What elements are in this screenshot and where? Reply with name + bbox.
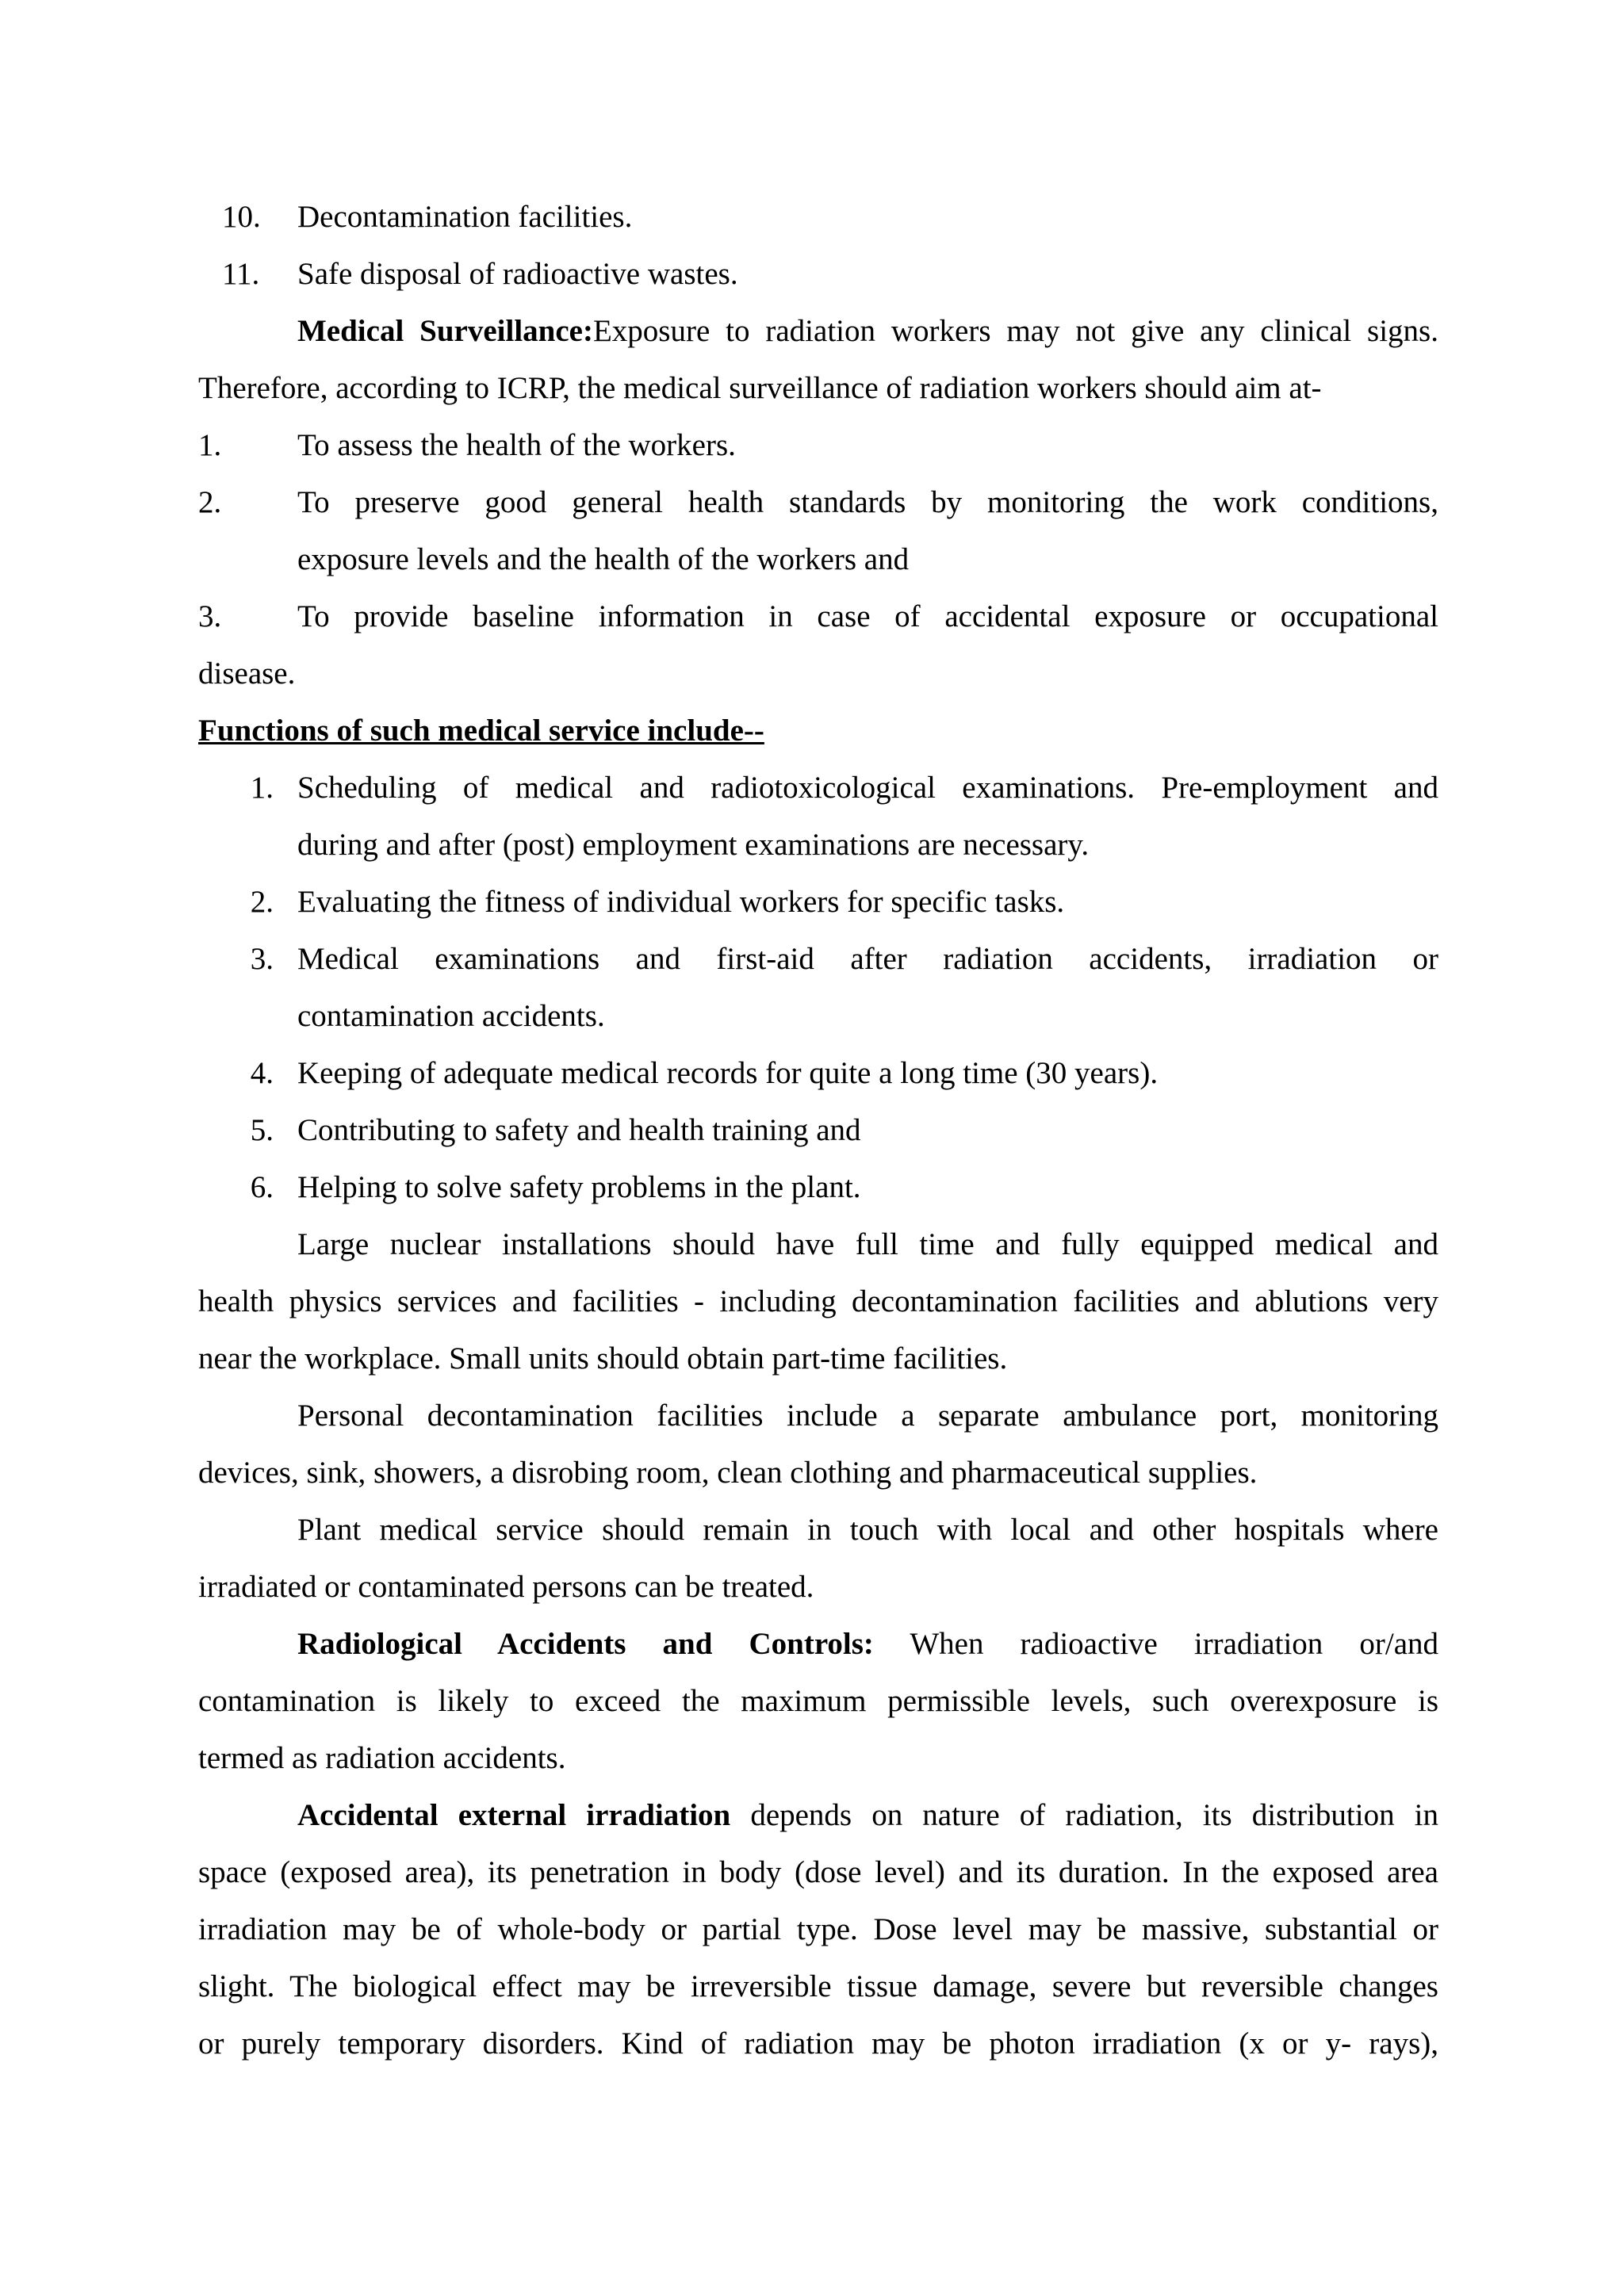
paragraph-line: contamination is likely to exceed the maximum permissible levels, such overexposure is (198, 1684, 1438, 1718)
item-text-continuation: contamination accidents. (297, 999, 605, 1033)
item-number: 11. (222, 257, 260, 291)
item-text: Safe disposal of radioactive wastes. (297, 257, 738, 291)
paragraph-line: Personal decontamination facilities include a separate ambulance port, monitoring (297, 1399, 1438, 1433)
item-number: 4. (250, 1056, 274, 1090)
section-heading-accidental-irradiation: Accidental external irradiation (297, 1798, 731, 1832)
item-text-continuation: disease. (198, 656, 296, 691)
paragraph-line: devices, sink, showers, a disrobing room, clean clothing and pharmaceutical supplies. (198, 1456, 1258, 1490)
paragraph-line: irradiated or contaminated persons can be treated. (198, 1570, 814, 1604)
section-heading-functions: Functions of such medical service include-- (198, 714, 764, 748)
list-item (198, 1159, 1438, 1216)
item-number: 3. (198, 599, 222, 633)
item-number: 6. (250, 1170, 274, 1204)
item-text: Scheduling of medical and radiotoxicological examinations. Pre-employment and (297, 771, 1438, 805)
paragraph-line (297, 1616, 1438, 1673)
item-text: To preserve good general health standards by monitoring the work conditions, (297, 485, 1438, 519)
item-text: Helping to solve safety problems in the plant. (297, 1170, 861, 1204)
list-item (198, 1102, 1438, 1159)
list-item (198, 931, 1438, 988)
section-heading-medical-surveillance: Medical Surveillance: (297, 314, 593, 348)
item-text: Keeping of adequate medical records for quite a long time (30 years). (297, 1056, 1159, 1090)
list-item (198, 246, 1438, 303)
paragraph-line: Therefore, according to ICRP, the medical surveillance of radiation workers should aim at- (198, 371, 1322, 405)
item-number: 3. (250, 942, 274, 976)
item-text: Evaluating the fitness of individual workers for specific tasks. (297, 885, 1065, 919)
item-text: Decontamination facilities. (297, 200, 633, 234)
paragraph-line: irradiation may be of whole-body or partial type. Dose level may be massive, substantial or (198, 1912, 1438, 1946)
list-item (198, 417, 1438, 474)
item-text: To assess the health of the workers. (297, 428, 736, 462)
paragraph-line (297, 303, 1438, 360)
paragraph-line: slight. The biological effect may be irreversible tissue damage, severe but reversible changes (198, 1969, 1438, 2003)
item-text: To provide baseline information in case of accidental exposure or occupational (297, 599, 1438, 633)
item-number: 5. (250, 1113, 274, 1147)
paragraph-text: depends on nature of radiation, its distribution in (730, 1798, 1438, 1832)
item-number: 1. (250, 771, 274, 805)
item-number: 1. (198, 428, 222, 462)
list-item (198, 588, 1438, 645)
item-text-continuation: exposure levels and the health of the workers and (297, 542, 910, 576)
item-text: Contributing to safety and health training and (297, 1113, 861, 1147)
list-item (198, 474, 1438, 531)
paragraph-line: health physics services and facilities - including decontamination facilities and ablutions very (198, 1284, 1438, 1318)
paragraph-line (297, 1787, 1438, 1844)
item-number: 2. (250, 885, 274, 919)
paragraph-text: Exposure to radiation workers may not give any clinical signs. (592, 314, 1438, 348)
paragraph-line: Plant medical service should remain in touch with local and other hospitals where (297, 1513, 1438, 1547)
list-item (198, 1045, 1438, 1102)
list-item (198, 189, 1438, 246)
item-text-continuation: during and after (post) employment examinations are necessary. (297, 828, 1090, 862)
section-heading-radiological-accidents: Radiological Accidents and Controls: (297, 1627, 874, 1661)
item-number: 2. (198, 485, 222, 519)
item-text: Medical examinations and first-aid after radiation accidents, irradiation or (297, 942, 1438, 976)
paragraph-line: near the workplace. Small units should obtain part-time facilities. (198, 1341, 1008, 1376)
list-item (198, 874, 1438, 931)
paragraph-line: or purely temporary disorders. Kind of radiation may be photon irradiation (x or y- rays), (198, 2026, 1438, 2061)
item-number: 10. (222, 200, 261, 234)
heading-line (198, 702, 1438, 760)
list-item (198, 760, 1438, 817)
paragraph-line: termed as radiation accidents. (198, 1741, 566, 1775)
paragraph-line: space (exposed area), its penetration in body (dose level) and its duration. In the exposed area (198, 1855, 1438, 1889)
paragraph-line: Large nuclear installations should have full time and fully equipped medical and (297, 1227, 1438, 1261)
paragraph-text: When radioactive irradiation or/and (873, 1627, 1439, 1661)
